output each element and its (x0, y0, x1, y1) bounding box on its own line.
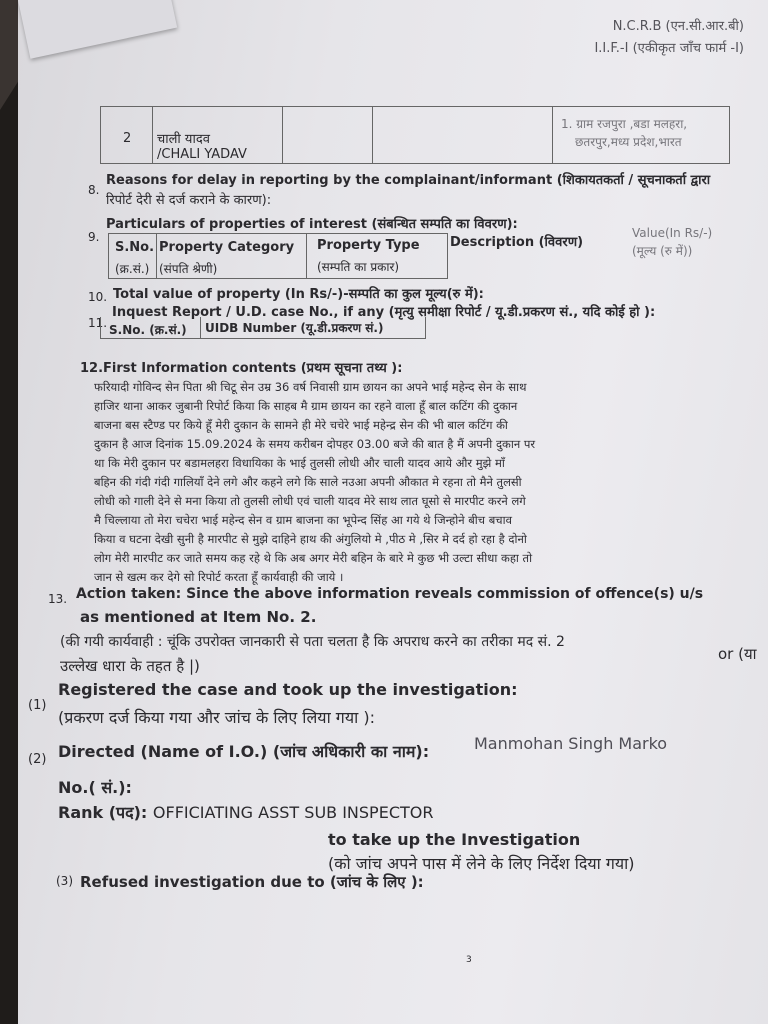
action3-refused-label: Refused investigation due to (जांच के लिए ): (80, 873, 424, 891)
inquest-sno-col (101, 317, 201, 338)
property-type-header: Property Type (317, 238, 420, 253)
action1-registered-case: Registered the case and took up the investigation: (58, 680, 518, 699)
fir-text-line: था कि मेरी दुकान पर बडामलहरा विधायिका के भाई तुलसी लोधी और चाली यादव आये और मुझे माँ (94, 456, 505, 470)
property-value-header-hindi: (मूल्य (रु में)) (632, 244, 693, 258)
document-page (18, 0, 768, 1024)
property-category-header: Property Category (159, 240, 295, 255)
accused-sno-cell (101, 107, 153, 163)
accused-table (100, 106, 730, 164)
property-sno-header-hindi: (क्र.सं.) (115, 262, 150, 276)
action1-number: (1) (28, 698, 47, 713)
item13-number: 13. (48, 592, 68, 606)
inquest-uidb-header: UIDB Number (यू.डी.प्रकरण सं.) (205, 321, 384, 335)
fir-text-line: हाजिर थाना आकर जुबानी रिपोर्ट किया कि साहब मै ग्राम छायन का रहने वाला हूँ बाल कटिंग की दुकान (94, 399, 518, 413)
accused-address-line2: छतरपुर,मध्य प्रदेश,भारत (575, 135, 682, 149)
fir-text-line: किया व घटना देखी सुनी है मारपीट से मुझे दाहिने हाथ की अंगुलियो मे ,पीठ मे ,सिर मे दर्द हो रहा है दोनो (94, 532, 527, 546)
investigating-officer-rank: OFFICIATING ASST SUB INSPECTOR (152, 803, 434, 822)
property-value-header: Value(In Rs/-) (632, 226, 713, 240)
iif-header: I.I.F.-I (एकीकृत जाँच फार्म -I) (594, 41, 744, 56)
item13-hindi-line1: (की गयी कार्यवाही : चूंकि उपरोक्त जानकारी से पता चलता है कि अपराध करने का तरीका मद सं. 2 (60, 634, 565, 650)
item11-number: 11. (88, 316, 108, 330)
item13-action-taken: Action taken: Since the above information reveals commission of offence(s) u/s (76, 586, 704, 602)
item13-or: or (या (718, 645, 757, 663)
folded-page-corner (18, 0, 177, 59)
item12-label: First Information contents (प्रथम सूचना तथ्य ): (103, 361, 403, 376)
accused-name-cell (153, 107, 283, 163)
action2-rank-label: Rank (पद): (58, 803, 148, 822)
item9-number: 9. (88, 230, 100, 244)
property-table (108, 233, 448, 279)
fir-text-line: लोग मेरी मारपीट कर जाते समय कह रहे थे कि अब अगर मेरी बहिन के बारे मे कुछ भी उल्टा सीधा कहा तो (94, 551, 533, 565)
item10-label: Total value of property (In Rs/-)-सम्पति का कुल मूल्य(रु में): (113, 287, 484, 302)
property-description-header: Description (विवरण) (450, 235, 584, 250)
property-sno-header: S.No. (115, 240, 155, 255)
fir-text-line: दुकान है आज दिनांक 15.09.2024 के समय करीबन दोपहर 03.00 बजे की बात है मैं अपनी दुकान पर (94, 437, 536, 451)
property-category-header-hindi: (संपति श्रेणी) (159, 262, 218, 276)
inquest-sno-header: S.No. (क्र.सं.) (109, 323, 187, 337)
fir-text-line: फरियादी गोविन्द सेन पिता श्री चिटू सेन उम्र 36 वर्ष निवासी ग्राम छायन का अपने भाई महेन्द सेन के साथ (94, 380, 527, 394)
fir-text-line: मै चिल्लाया तो मेरा चचेरा भाई महेन्द सेन व ग्राम बाजना का भूपेन्द सिंह आ गये थे जिन्होने बीच बचाव (94, 513, 512, 527)
action2-to-take-up: to take up the Investigation (328, 830, 581, 849)
fir-text-line: लोधी को गाली देने से मना किया तो तुलसी लोधी एवं चाली यादव मेरे साथ लात घूसो से मारपीट करने लगे (94, 494, 526, 508)
investigating-officer-name: Manmohan Singh Marko (474, 734, 668, 753)
item10-number: 10. (88, 290, 108, 304)
fir-text-line: बाजना बस स्टैण्ड पर किये हूँ मेरी दुकान के सामने ही मेरे चचेरे भाई महेन्द्र सेन की भी बाल कटिंग की (94, 418, 508, 432)
item13-hindi-line2: उल्लेख धारा के तहत है |) (60, 657, 200, 675)
item9-label: Particulars of properties of interest (संबन्धित सम्पति का विवरण): (106, 217, 518, 232)
action1-hindi: (प्रकरण दर्ज किया गया और जांच के लिए लिया गया ): (58, 708, 375, 727)
property-type-header-hindi: (सम्पति का प्रकार) (317, 260, 400, 274)
accused-empty-cell-1 (283, 107, 373, 163)
accused-address-line1: 1. ग्राम रजपुरा ,बडा मलहरा, (561, 117, 688, 131)
item8-label-hindi: रिपोर्ट देरी से दर्ज कराने के कारण): (106, 193, 272, 208)
page-number: 3 (466, 955, 472, 965)
inquest-table (100, 317, 426, 339)
action3-number: (3) (56, 874, 73, 888)
item8-label: Reasons for delay in reporting by the complainant/informant (शिकायतकर्ता / सूचनाकर्ता द्वारा (106, 173, 711, 188)
item8-number: 8. (88, 183, 100, 197)
action2-to-take-up-hindi: (को जांच अपने पास में लेने के लिए निर्देश दिया गया) (328, 854, 635, 873)
accused-name-english: /CHALI YADAV (157, 147, 247, 162)
action2-number: (2) (28, 752, 47, 767)
accused-empty-cell-2 (373, 107, 553, 163)
item11-label: Inquest Report / U.D. case No., if any (मृत्यु समीक्षा रिपोर्ट / यू.डी.प्रकरण सं., यदि कोई हो ): (112, 305, 656, 320)
property-sno-col (109, 234, 157, 278)
item13-item-reference: as mentioned at Item No. 2. (80, 608, 317, 626)
item12-label-row (80, 358, 402, 376)
item12-number: 12. (80, 361, 104, 376)
action2-directed-label: Directed (Name of I.O.) (जांच अधिकारी का नाम): (58, 742, 430, 761)
accused-sno: 2 (123, 131, 132, 146)
fir-text-line: बहिन की गंदी गंदी गालियाँ देने लगे और कहने लगे कि साले नउआ अपनी औकात मे रहना तो मैने तुलसी (94, 475, 522, 489)
action2-number-label: No.( सं.): (58, 778, 132, 797)
ncrb-header: N.C.R.B (एन.सी.आर.बी) (612, 19, 744, 34)
accused-name-hindi: चाली यादव (157, 132, 210, 147)
fir-text-line: जान से खत्म कर देगे सो रिपोर्ट करता हूँ कार्यवाही की जाये । (94, 570, 344, 584)
property-category-col (157, 234, 307, 278)
